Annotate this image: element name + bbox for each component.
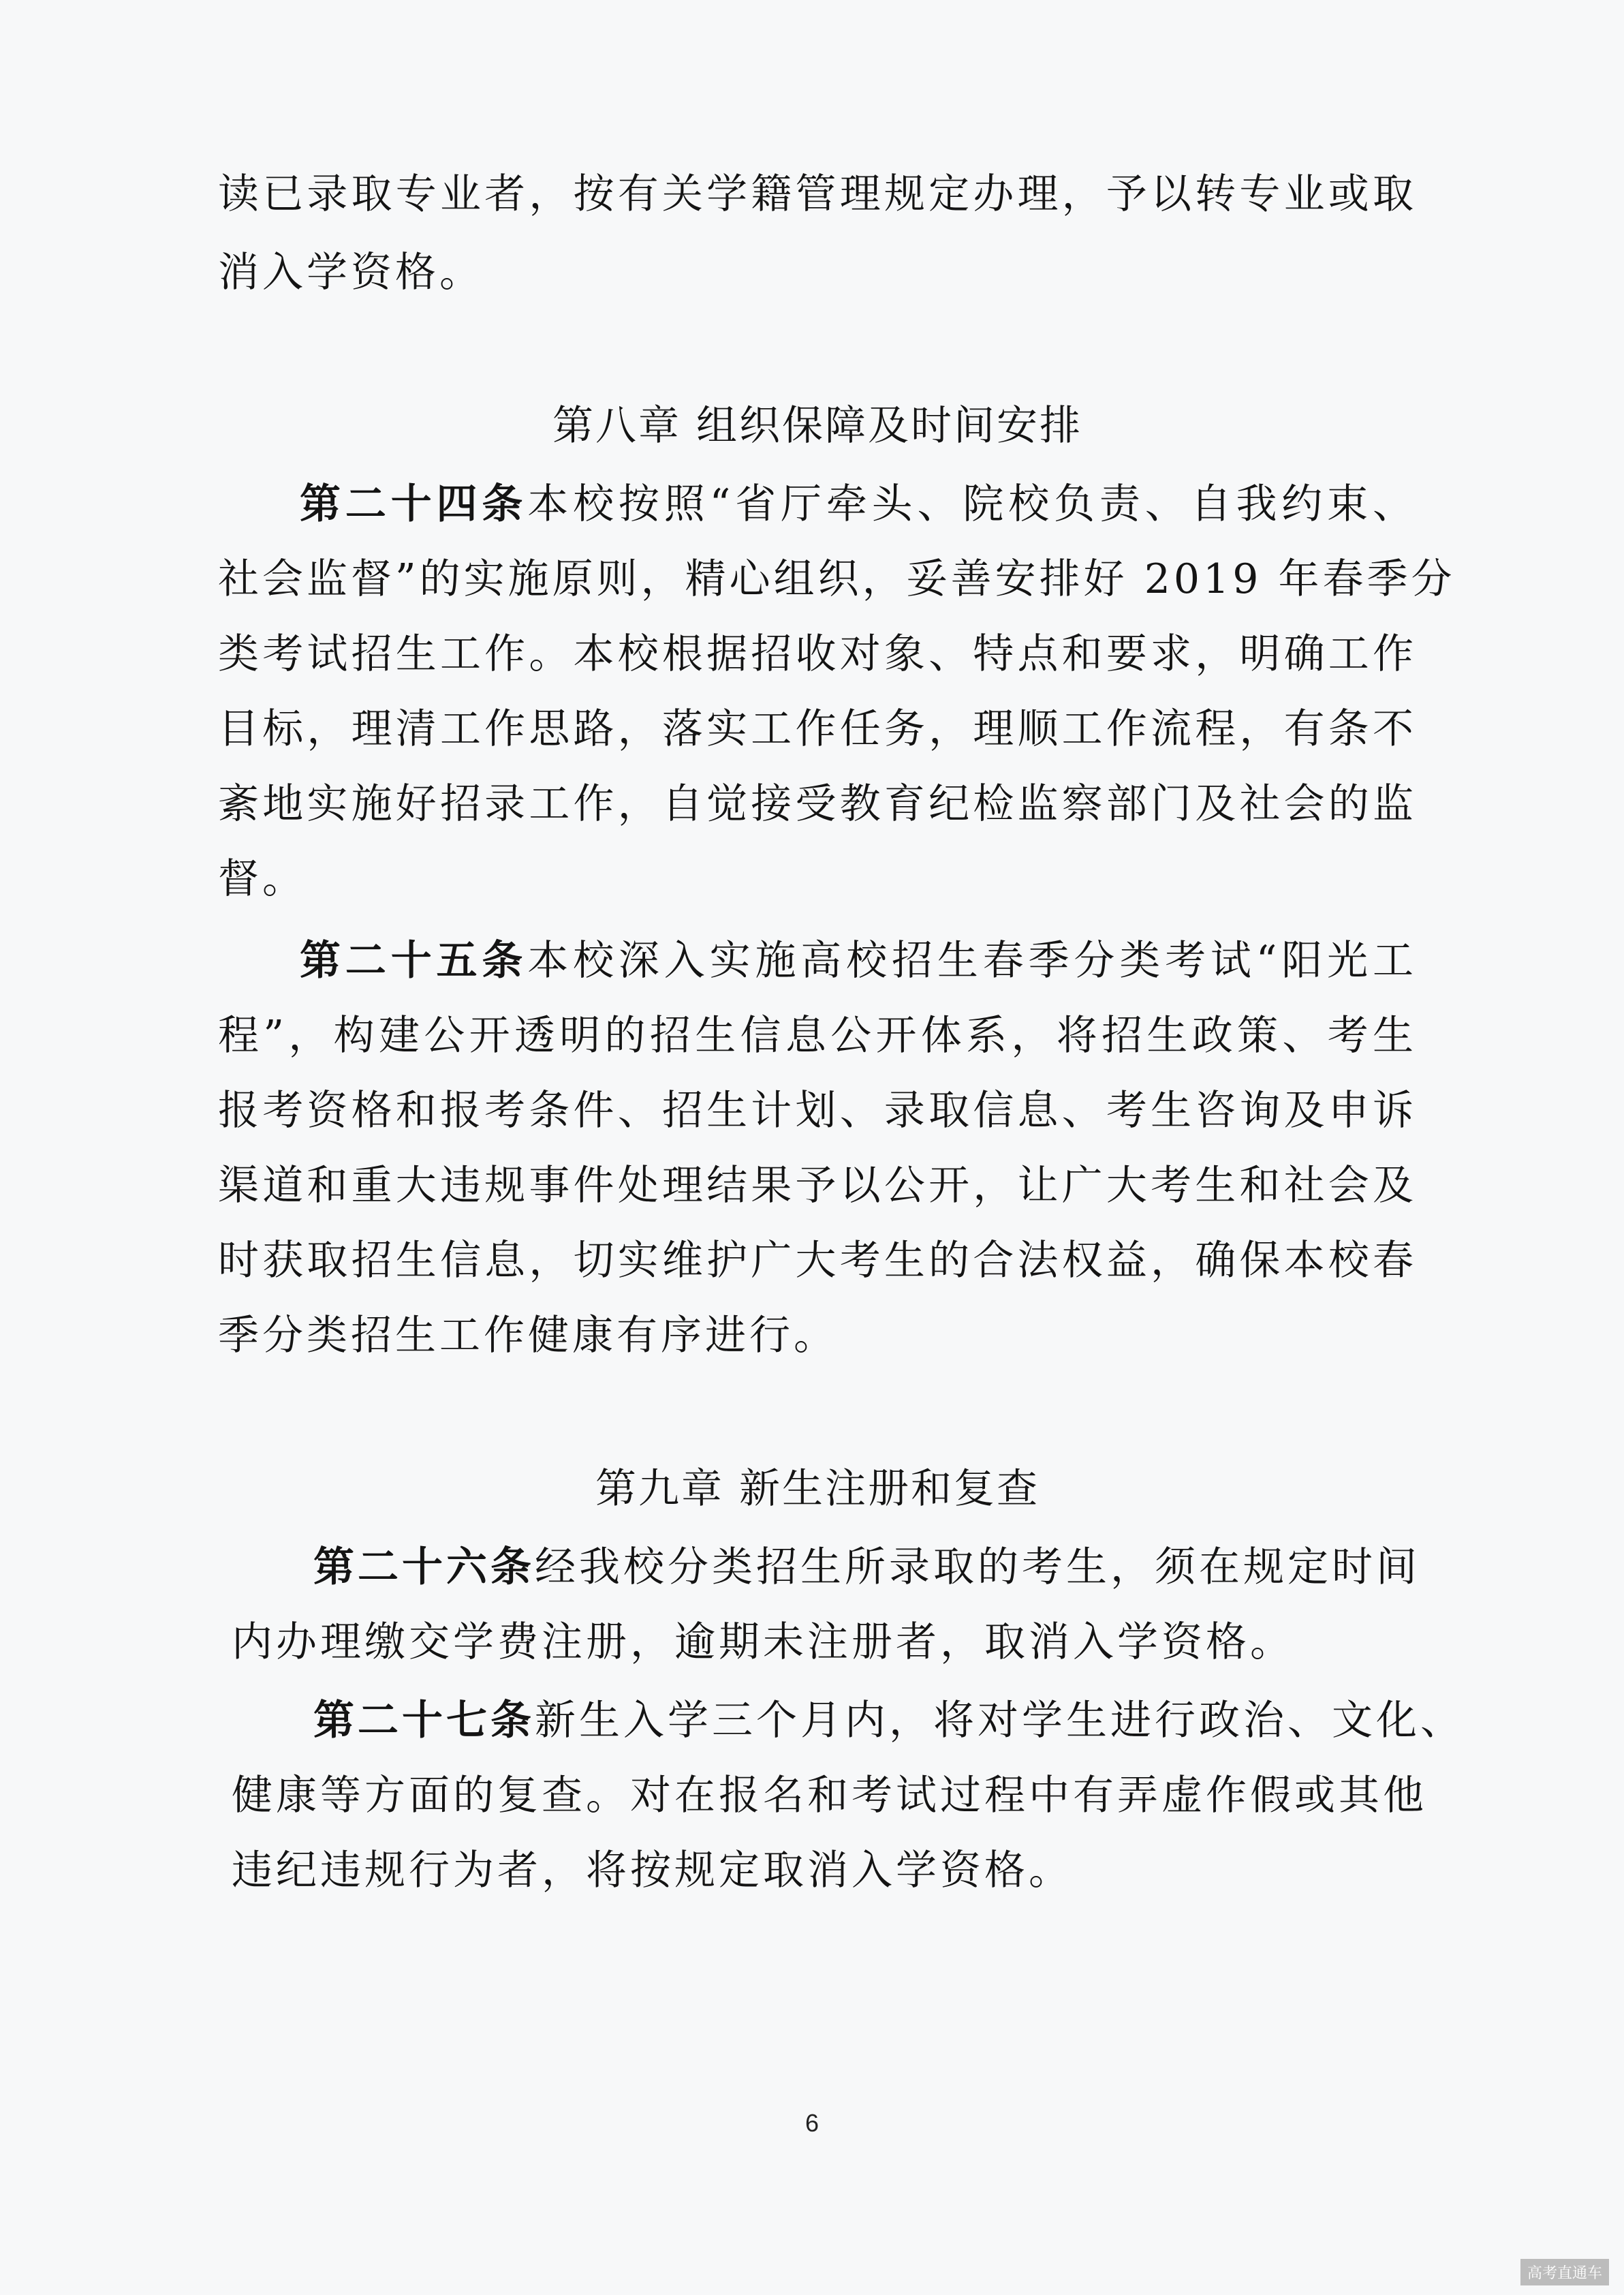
article-label: 第二十七条 (313, 1697, 535, 1744)
article-first-line (300, 477, 1417, 532)
paragraph-line: 督。 (218, 855, 307, 903)
paragraph-line: 程”，构建公开透明的招生信息公开体系，将招生政策、考生 (218, 1012, 1417, 1060)
article-label: 第二十六条 (313, 1543, 535, 1591)
paragraph-line: 报考资格和报考条件、招生计划、录取信息、考生咨询及申诉 (218, 1087, 1417, 1135)
paragraph-line: 目标，理清工作思路，落实工作任务，理顺工作流程，有条不 (218, 705, 1417, 753)
paragraph-line: 社会监督”的实施原则，精心组织，妥善安排好 2019 年春季分 (218, 555, 1456, 603)
article-first-line (313, 1540, 1420, 1595)
paragraph-line: 时获取招生信息，切实维护广大考生的合法权益，确保本校春 (218, 1237, 1417, 1284)
paragraph-line: 内办理缴交学费注册，逾期未注册者，取消入学资格。 (232, 1618, 1294, 1666)
chapter-heading: 第八章 组织保障及时间安排 (552, 402, 1083, 450)
article-text: 经我校分类招生所录取的考生，须在规定时间 (535, 1543, 1420, 1591)
article-label: 第二十五条 (300, 937, 528, 985)
paragraph-line: 季分类招生工作健康有序进行。 (218, 1312, 838, 1359)
chapter-heading: 第九章 新生注册和复查 (595, 1465, 1040, 1513)
article-text: 新生入学三个月内，将对学生进行政治、文化、 (535, 1697, 1465, 1744)
paragraph-line: 消入学资格。 (218, 249, 484, 296)
watermark: 高考直通车 (1520, 2259, 1609, 2285)
page-number: 6 (805, 2109, 819, 2137)
paragraph-line: 渠道和重大违规事件处理结果予以公开，让广大考生和社会及 (218, 1162, 1417, 1210)
article-first-line (313, 1693, 1465, 1748)
paragraph-line: 读已录取专业者，按有关学籍管理规定办理，予以转专业或取 (218, 170, 1417, 218)
article-text: 本校按照“省厅牵头、院校负责、自我约束、 (527, 480, 1417, 528)
article-first-line (300, 934, 1417, 988)
paragraph-line: 类考试招生工作。本校根据招收对象、特点和要求，明确工作 (218, 630, 1417, 678)
paragraph-line: 健康等方面的复查。对在报名和考试过程中有弄虚作假或其他 (232, 1772, 1427, 1819)
article-text: 本校深入实施高校招生春季分类考试“阳光工 (527, 937, 1417, 985)
paragraph-line: 违纪违规行为者，将按规定取消入学资格。 (232, 1847, 1073, 1894)
article-label: 第二十四条 (300, 480, 528, 528)
paragraph-line: 紊地实施好招录工作，自觉接受教育纪检监察部门及社会的监 (218, 780, 1417, 828)
